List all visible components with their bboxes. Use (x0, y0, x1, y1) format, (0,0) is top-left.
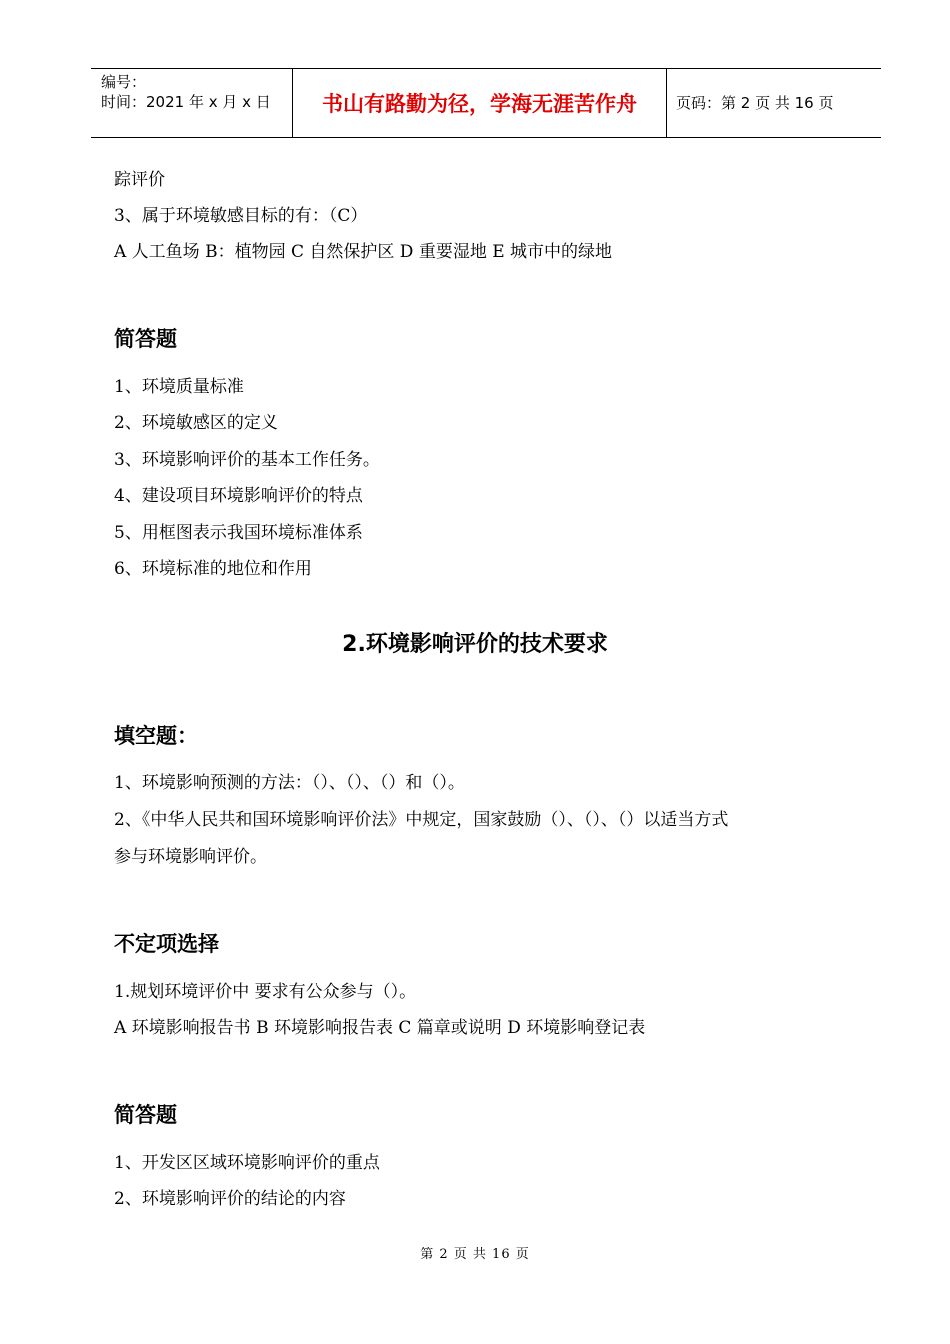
list-item: 2、环境敏感区的定义 (114, 413, 278, 433)
page-footer: 第 2 页 共 16 页 (420, 1247, 530, 1262)
section-heading-fill-in: 填空题： (114, 724, 198, 748)
question-3-options: A 人工鱼场 B：植物园 C 自然保护区 D 重要湿地 E 城市中的绿地 (114, 242, 613, 262)
header-meta (101, 72, 271, 112)
header-page-label: 页码：第 2 页 共 16 页 (676, 94, 834, 112)
text-line: 踪评价 (114, 170, 165, 190)
list-item: 1、开发区区域环境影响评价的重点 (114, 1153, 380, 1173)
question-3: 3、属于环境敏感目标的有：（C） (114, 206, 368, 226)
header-number-label: 编号： (101, 73, 147, 91)
chapter-title: 2.环境影响评价的技术要求 (342, 632, 608, 657)
page-header (91, 68, 881, 138)
list-item: 3、环境影响评价的基本工作任务。 (114, 450, 380, 470)
list-item: 5、用框图表示我国环境标准体系 (114, 523, 363, 543)
section-heading-short-answer: 简答题 (114, 1103, 177, 1127)
list-item: 2、环境影响评价的结论的内容 (114, 1189, 346, 1209)
list-item: 4、建设项目环境影响评价的特点 (114, 486, 363, 506)
section-heading-multiple-choice: 不定项选择 (114, 932, 219, 956)
section-heading-short-answer: 简答题 (114, 327, 177, 351)
fill-question-2-continued: 参与环境影响评价。 (114, 847, 267, 867)
header-time-label: 时间：2021 年 x 月 x 日 (101, 93, 271, 111)
choice-question-1-options: A 环境影响报告书 B 环境影响报告表 C 篇章或说明 D 环境影响登记表 (114, 1018, 646, 1038)
fill-question-1: 1、环境影响预测的方法：（）、（）、（）和（）。 (114, 773, 465, 793)
list-item: 6、环境标准的地位和作用 (114, 559, 312, 579)
fill-question-2: 2、《中华人民共和国环境影响评价法》中规定，国家鼓励（）、（）、（）以适当方式 (114, 810, 729, 830)
header-divider (666, 69, 667, 137)
choice-question-1: 1.规划环境评价中 要求有公众参与（）。 (114, 982, 417, 1002)
list-item: 1、环境质量标准 (114, 377, 244, 397)
header-motto: 书山有路勤为径，学海无涯苦作舟 (322, 92, 637, 116)
